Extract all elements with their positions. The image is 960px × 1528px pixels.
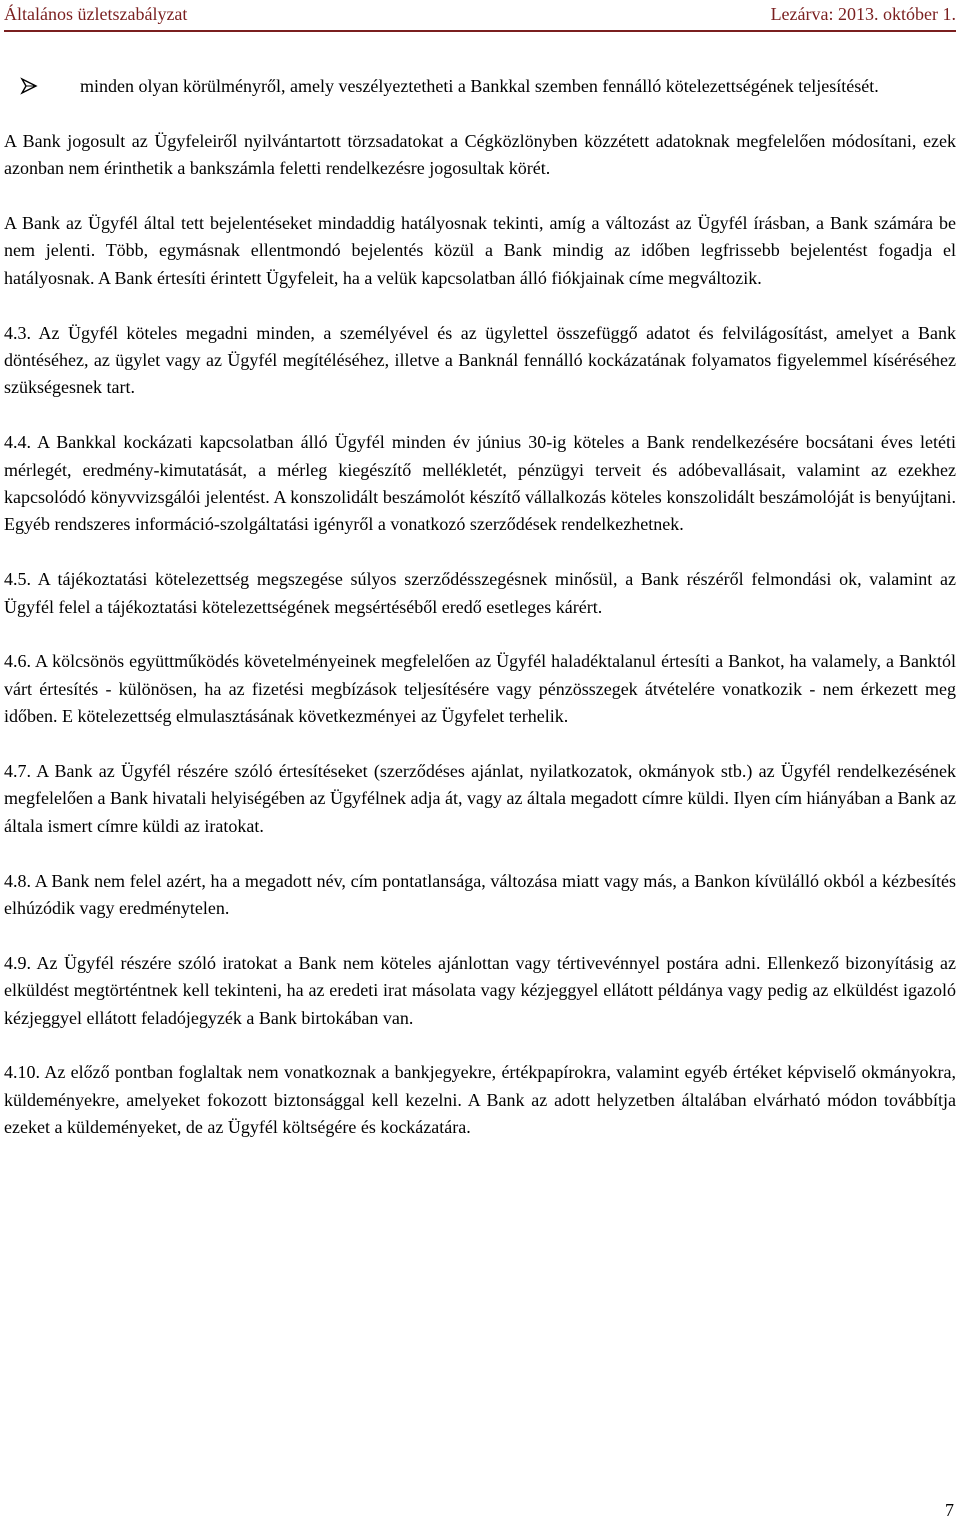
paragraph-4-4: 4.4. A Bankkal kockázati kapcsolatban álló Ügyfél minden év június 30-ig köteles a Bank rendelkezésére bocsátani éves letéti mérlegét, eredmény-kimutatását, a mérleg kiegészítő mellékletét, pénzügyi terveit és adóbevallásait, valamint az ezekhez kapcsolódó könyvvizsgálói jelentést. A konszolidált beszámolót készítő vállalkozás köteles konszolidált beszámolóját is benyújtani. Egyéb rendszeres információ-szolgáltatási igényről a vonatkozó szerződések rendelkezhetnek.: [4, 432, 956, 535]
paragraph-notifications: A Bank az Ügyfél által tett bejelentéseket mindaddig hatályosnak tekinti, amíg a változást az Ügyfél írásban, a Bank számára be nem jelenti. Több, egymásnak ellentmondó bejelentés közül a Bank mindig az időben legfrissebb bejelentést fogadja el hatályosnak. A Bank értesíti érintett Ügyfeleit, ha a velük kapcsolatban álló fiókjainak címe megváltozik.: [4, 213, 956, 288]
paragraph-4-9: 4.9. Az Ügyfél részére szóló iratokat a Bank nem köteles ajánlottan vagy tértivevénnyel postára adni. Ellenkező bizonyításig az elküldést megtörténtnek kell tekinteni, ha az eredeti irat másolata vagy kézjeggyel ellátott példánya vagy pedig az elküldést igazoló kézjeggyel ellátott feladójegyzék a Bank birtokában van.: [4, 952, 956, 1028]
paragraph-4-6: 4.6. A kölcsönös együttműködés követelményeinek megfelelően az Ügyfél haladéktalanul értesíti a Bankot, ha valamely, a Banktól várt értesítés - különösen, ha az fizetési megbízások teljesítésére vagy pénzösszegek átvételére vonatkozik - nem érkezett meg időben. E kötelezettség elmulasztásának következményei az Ügyfelet terhelik.: [4, 651, 956, 727]
page-header: [4, 4, 956, 32]
bullet-text: minden olyan körülményről, amely veszélyeztetheti a Bankkal szemben fennálló kötelezettségének teljesítését.: [80, 76, 879, 96]
arrow-bullet-icon: [20, 77, 38, 95]
bullet-list-item: [4, 73, 956, 100]
paragraph-4-8: 4.8. A Bank nem felel azért, ha a megadott név, cím pontatlansága, változása miatt vagy más, a Bankon kívülálló okból a kézbesítés elhúzódik vagy eredménytelen.: [4, 870, 956, 919]
document-body: [4, 73, 956, 1169]
header-title: Általános üzletszabályzat: [4, 4, 188, 24]
header-date: Lezárva: 2013. október 1.: [770, 4, 956, 24]
paragraph-master-data: A Bank jogosult az Ügyfeleiről nyilvántartott törzsadatokat a Cégközlönyben közzétett adatoknak megfelelően módosítani, ezek azonban nem érinthetik a bankszámla feletti rendelkezésre jogosultak körét.: [4, 130, 956, 179]
page-number: 7: [945, 1500, 954, 1520]
paragraph-4-7: 4.7. A Bank az Ügyfél részére szóló értesítéseket (szerződéses ajánlat, nyilatkozatok, okmányok stb.) az Ügyfél rendelkezésének megfelelően a Bank hivatali helyiségében az Ügyfélnek adja át, vagy az általa megadott címre küldi. Ilyen cím hiányában a Bank az általa ismert címre küldi az iratokat.: [4, 761, 956, 836]
paragraph-4-3: 4.3. Az Ügyfél köteles megadni minden, a személyével és az ügylettel összefüggő adatot és felvilágosítást, amelyet a Bank döntéséhez, az ügylet vagy az Ügyfél megítéléséhez, illetve a Banknál fennálló kockázatának folyamatos figyelemmel kíséréséhez szükségesnek tart.: [4, 322, 956, 398]
paragraph-4-10: 4.10. Az előző pontban foglaltak nem vonatkoznak a bankjegyekre, értékpapírokra, valamint egyéb értéket képviselő okmányokra, küldeményekre, amelyeket fokozott biztonsággal kell kezelni. A Bank az adott helyzetben általában elvárható módon továbbítja ezeket a küldeményeket, de az Ügyfél költségére és kockázatára.: [4, 1062, 956, 1138]
paragraph-4-5: 4.5. A tájékoztatási kötelezettség megszegése súlyos szerződésszegésnek minősül, a Bank részéről felmondási ok, valamint az Ügyfél felel a tájékoztatási kötelezettségének megsértéséből eredő esetleges kárért.: [4, 569, 956, 617]
